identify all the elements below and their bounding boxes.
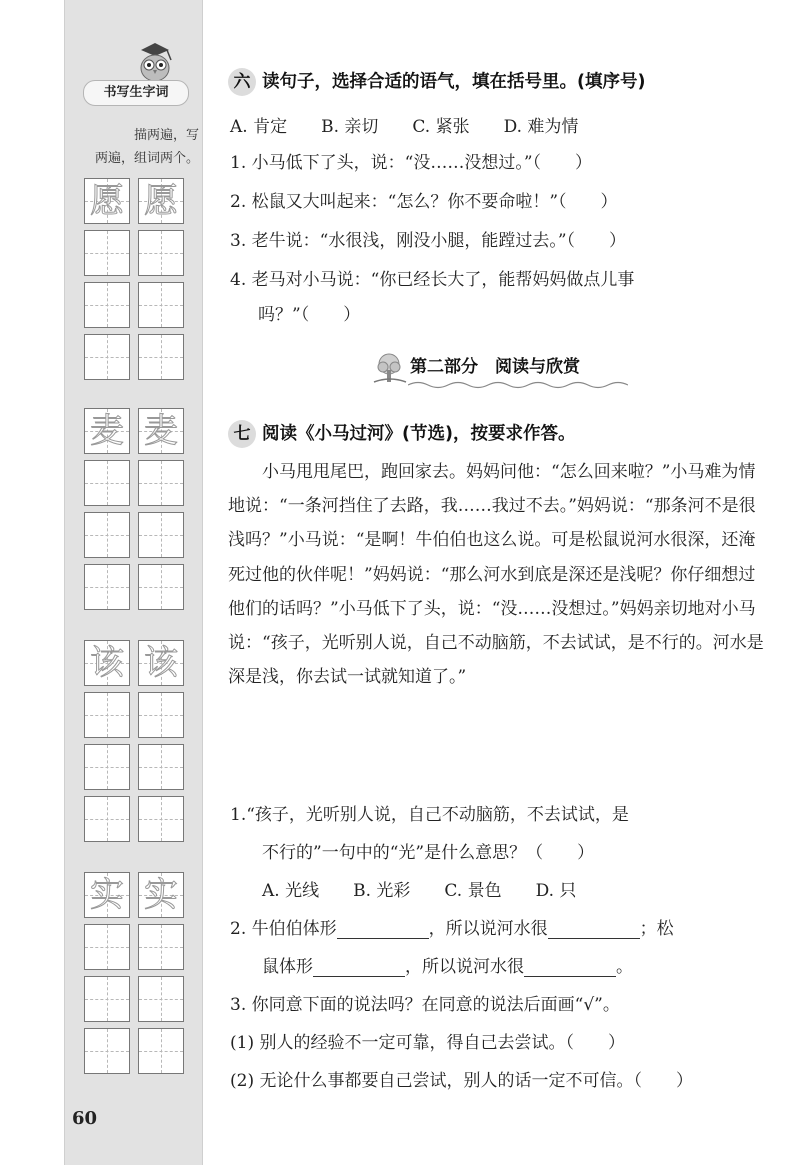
writing-grid-cell[interactable] xyxy=(138,796,184,842)
tree-icon xyxy=(372,352,408,386)
writing-grid-cell[interactable] xyxy=(138,282,184,328)
writing-grid-cell[interactable] xyxy=(84,230,130,276)
section6-heading xyxy=(228,68,646,96)
section7-number: 七 xyxy=(228,420,256,448)
section6-question-2: 2. 松鼠又大叫起来：“怎么？你不要命啦！”（ ） xyxy=(230,192,618,212)
section7-question-3: 3. 你同意下面的说法吗？在同意的说法后面画“√”。 xyxy=(230,995,620,1015)
section6-title: 读句子，选择合适的语气，填在括号里。(填序号) xyxy=(262,72,646,92)
trace-character: 实 xyxy=(144,875,178,915)
writing-grid-cell[interactable] xyxy=(138,460,184,506)
answer-blank-2[interactable] xyxy=(548,920,640,939)
writing-grid-cell[interactable] xyxy=(84,692,130,738)
sidebar-badge: 书写生字词 xyxy=(83,80,189,106)
answer-blank-3[interactable] xyxy=(313,958,405,977)
writing-grid-cell[interactable] xyxy=(84,976,130,1022)
trace-character-cell xyxy=(138,640,184,686)
writing-grid-cell[interactable] xyxy=(138,334,184,380)
trace-character-cell xyxy=(84,178,130,224)
writing-grid-cell[interactable] xyxy=(84,460,130,506)
writing-grid-cell[interactable] xyxy=(84,512,130,558)
section6-question-3: 3. 老牛说：“水很浅，刚没小腿，能蹚过去。”（ ） xyxy=(230,231,627,251)
section7-question-3-statement-2: (2) 无论什么事都要自己尝试，别人的话一定不可信。（ ） xyxy=(230,1071,693,1091)
section7-question-2-line2: 鼠体形 ，所以说河水很 。 xyxy=(262,957,633,977)
trace-character: 实 xyxy=(90,875,124,915)
section6-question-4-line2: 吗？”（ ） xyxy=(258,305,361,325)
writing-grid-cell[interactable] xyxy=(138,564,184,610)
trace-character: 该 xyxy=(144,643,178,683)
owl-mascot-icon xyxy=(133,40,177,84)
writing-grid-cell[interactable] xyxy=(138,1028,184,1074)
section7-passage: 小马甩甩尾巴，跑回家去。妈妈问他：“怎么回来啦？”小马难为情地说：“一条河挡住了去路，我……我过不去。”妈妈说：“那条河不是很浅吗？”小马说：“是啊！牛伯伯也这么说。可是松鼠说河水很深，还淹死过他的伙伴呢！”妈妈说：“那么河水到底是深还是浅呢？你仔细想过他们的话吗？”小马低下了头，说：“没……没想过。”妈妈亲切地对小马说：“孩子，光听别人说，自己不动脑筋，不去试试，是不行的。河水是深是浅，你去试一试就知道了。” xyxy=(228,462,764,688)
writing-grid-cell[interactable] xyxy=(84,334,130,380)
writing-grid-cell[interactable] xyxy=(138,692,184,738)
writing-grid-cell[interactable] xyxy=(84,1028,130,1074)
section6-question-4-line1: 4. 老马对小马说：“你已经长大了，能帮妈妈做点儿事 xyxy=(230,270,635,290)
section7-question-1-options: A. 光线 B. 光彩 C. 景色 D. 只 xyxy=(262,881,577,901)
page-number: 60 xyxy=(72,1108,98,1129)
writing-grid-cell[interactable] xyxy=(138,512,184,558)
writing-grid-cell[interactable] xyxy=(138,744,184,790)
trace-character: 麦 xyxy=(90,411,124,451)
writing-grid-cell[interactable] xyxy=(84,564,130,610)
answer-blank-1[interactable] xyxy=(337,920,429,939)
section7-question-3-statement-1: (1) 别人的经验不一定可靠，得自己去尝试。（ ） xyxy=(230,1033,625,1053)
trace-character: 该 xyxy=(90,643,124,683)
part2-title: 第二部分 阅读与欣赏 xyxy=(410,357,580,377)
wavy-underline xyxy=(408,380,628,390)
writing-grid-cell[interactable] xyxy=(84,282,130,328)
trace-character: 愿 xyxy=(144,181,178,221)
trace-character-cell xyxy=(138,872,184,918)
section7-title: 阅读《小马过河》(节选)，按要求作答。 xyxy=(262,424,576,444)
trace-character-cell xyxy=(84,872,130,918)
section6-question-1: 1. 小马低下了头，说：“没……没想过。”（ ） xyxy=(230,153,593,173)
writing-grid-cell[interactable] xyxy=(84,796,130,842)
writing-grid-cell[interactable] xyxy=(84,744,130,790)
part2-heading xyxy=(372,352,632,392)
answer-blank-4[interactable] xyxy=(524,958,616,977)
writing-grid-cell[interactable] xyxy=(138,924,184,970)
trace-character-cell xyxy=(138,178,184,224)
writing-grid-cell[interactable] xyxy=(84,924,130,970)
section6-options: A. 肯定 B. 亲切 C. 紧张 D. 难为情 xyxy=(230,117,579,137)
sidebar-instructions: 描两遍，写 两遍，组词两个。 xyxy=(94,128,199,166)
trace-character: 愿 xyxy=(90,181,124,221)
section7-question-2-line1: 2. 牛伯伯体形 ，所以说河水很 ；松 xyxy=(230,919,674,939)
writing-grid-cell[interactable] xyxy=(138,230,184,276)
trace-character: 麦 xyxy=(144,411,178,451)
section7-question-1-line2: 不行的”一句中的“光”是什么意思？（ ） xyxy=(262,843,595,863)
trace-character-cell xyxy=(84,408,130,454)
section7-question-1-line1: 1.“孩子，光听别人说，自己不动脑筋，不去试试，是 xyxy=(230,805,629,825)
trace-character-cell xyxy=(84,640,130,686)
section6-number: 六 xyxy=(228,68,256,96)
trace-character-cell xyxy=(138,408,184,454)
writing-grid-cell[interactable] xyxy=(138,976,184,1022)
section7-heading xyxy=(228,420,576,448)
